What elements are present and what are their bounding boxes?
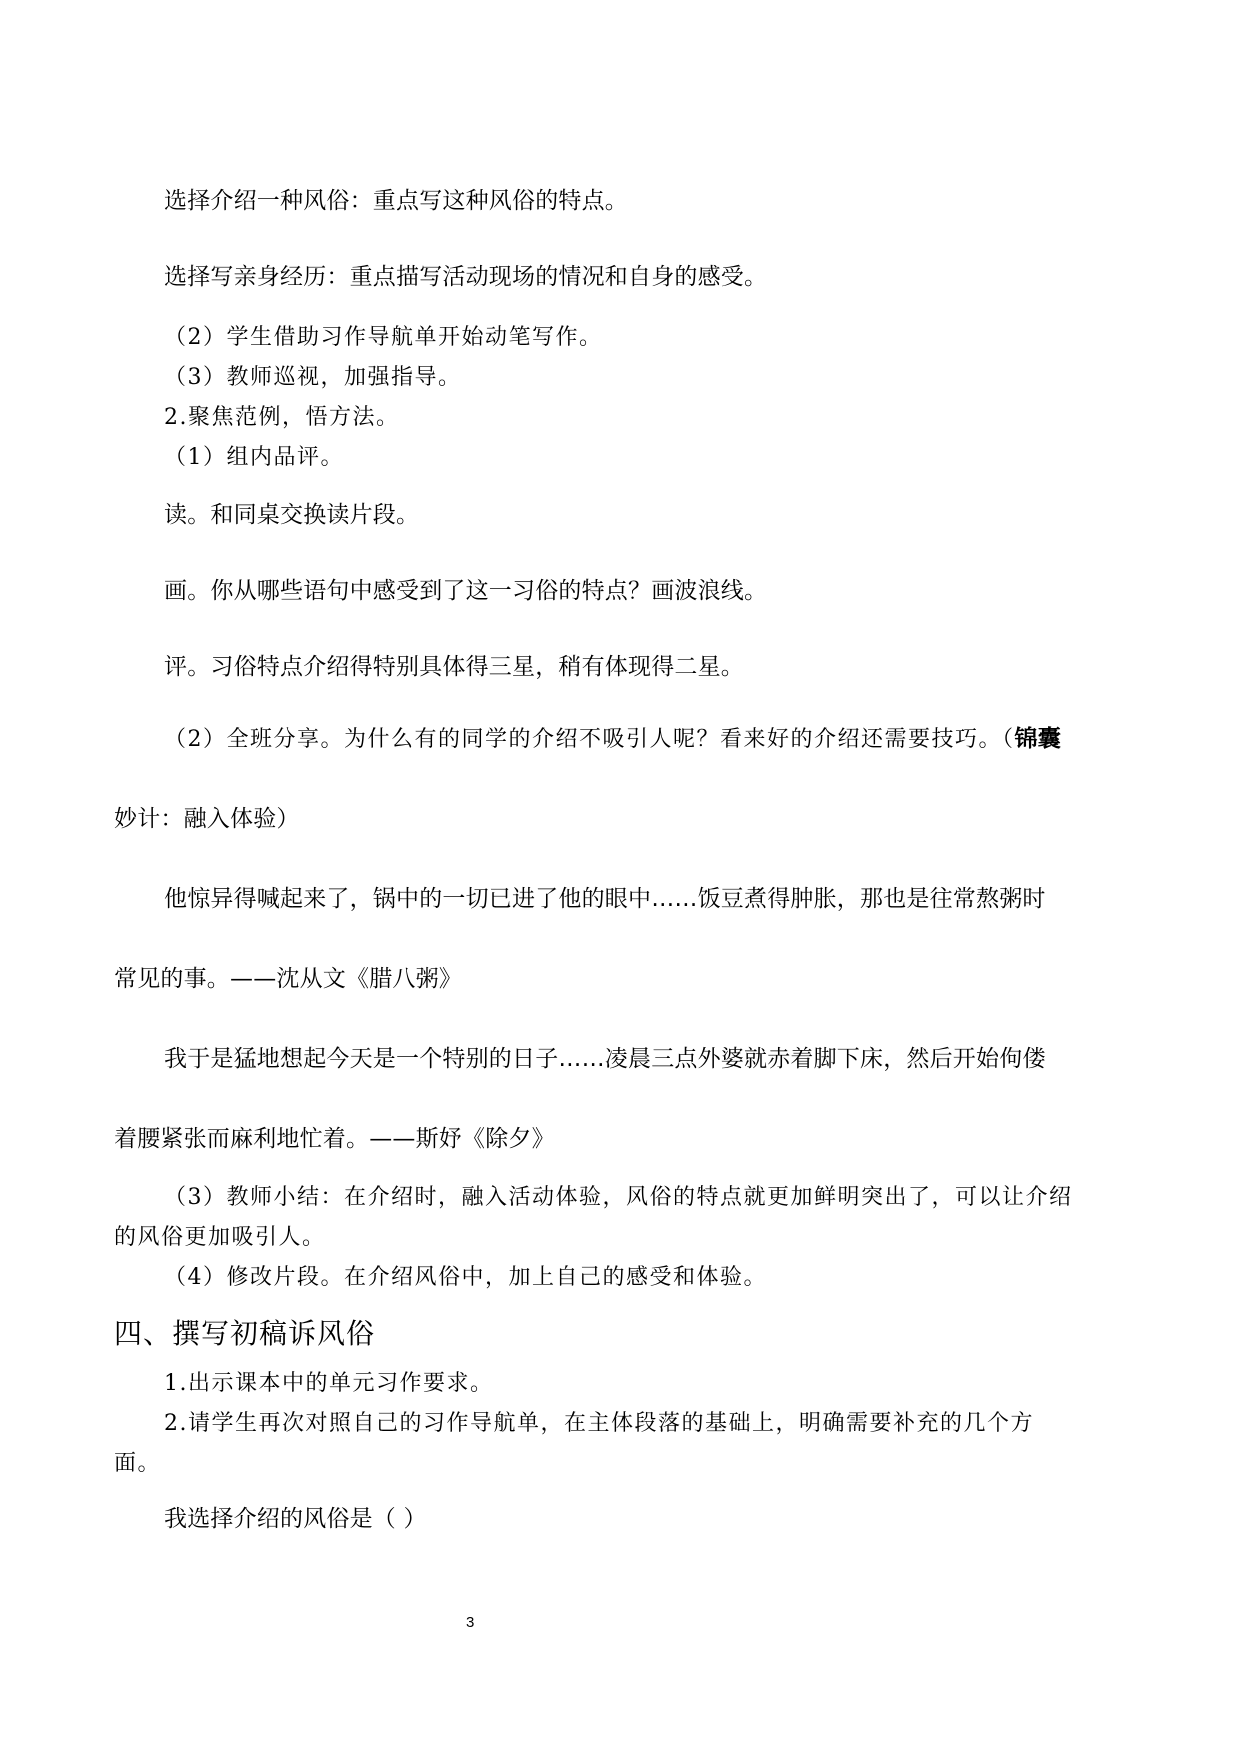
page-number: 3 bbox=[466, 1614, 475, 1631]
text-line: 2.请学生再次对照自己的习作导航单，在主体段落的基础上，明确需要补充的几个方 bbox=[164, 1411, 1034, 1436]
text-line: 的风俗更加吸引人。 bbox=[114, 1225, 326, 1250]
text-line: 读。和同桌交换读片段。 bbox=[164, 502, 420, 528]
text-line: （4）修改片段。在介绍风俗中，加上自己的感受和体验。 bbox=[164, 1265, 767, 1290]
section-heading: 四、撰写初稿诉风俗 bbox=[114, 1317, 376, 1350]
text-line: 面。 bbox=[114, 1451, 162, 1476]
text-line: 他惊异得喊起来了，锅中的一切已进了他的眼中……饭豆煮得肿胀，那也是往常熬粥时 bbox=[164, 886, 1046, 912]
text-line: 我于是猛地想起今天是一个特别的日子……凌晨三点外婆就赤着脚下床，然后开始佝偻 bbox=[164, 1046, 1046, 1072]
text-line: （2）学生借助习作导航单开始动笔写作。 bbox=[164, 325, 603, 350]
text-line: 我选择介绍的风俗是（ ） bbox=[164, 1506, 427, 1532]
text-line: 着腰紧张而麻利地忙着。——斯妤《除夕》 bbox=[114, 1126, 555, 1152]
text-span: （2）全班分享。为什么有的同学的介绍不吸引人呢？看来好的介绍还需要技巧。（ bbox=[164, 727, 1015, 752]
text-line: 评。习俗特点介绍得特别具体得三星，稍有体现得二星。 bbox=[164, 654, 744, 680]
text-line: （3）教师小结：在介绍时，融入活动体验，风俗的特点就更加鲜明突出了，可以让介绍 bbox=[164, 1185, 1073, 1210]
text-line: 2.聚焦范例，悟方法。 bbox=[164, 405, 400, 430]
text-line: 选择写亲身经历：重点描写活动现场的情况和自身的感受。 bbox=[164, 264, 768, 290]
text-line: 1.出示课本中的单元习作要求。 bbox=[164, 1371, 494, 1396]
text-line: 妙计：融入体验） bbox=[114, 806, 300, 832]
text-line: 画。你从哪些语句中感受到了这一习俗的特点？画波浪线。 bbox=[164, 578, 768, 604]
text-line: 常见的事。——沈从文《腊八粥》 bbox=[114, 966, 462, 992]
text-line: （3）教师巡视，加强指导。 bbox=[164, 365, 462, 390]
text-line: 选择介绍一种风俗：重点写这种风俗的特点。 bbox=[164, 188, 628, 214]
text-line: （1）组内品评。 bbox=[164, 445, 344, 470]
text-span: 锦囊 bbox=[1014, 726, 1061, 752]
text-line bbox=[164, 720, 1061, 753]
